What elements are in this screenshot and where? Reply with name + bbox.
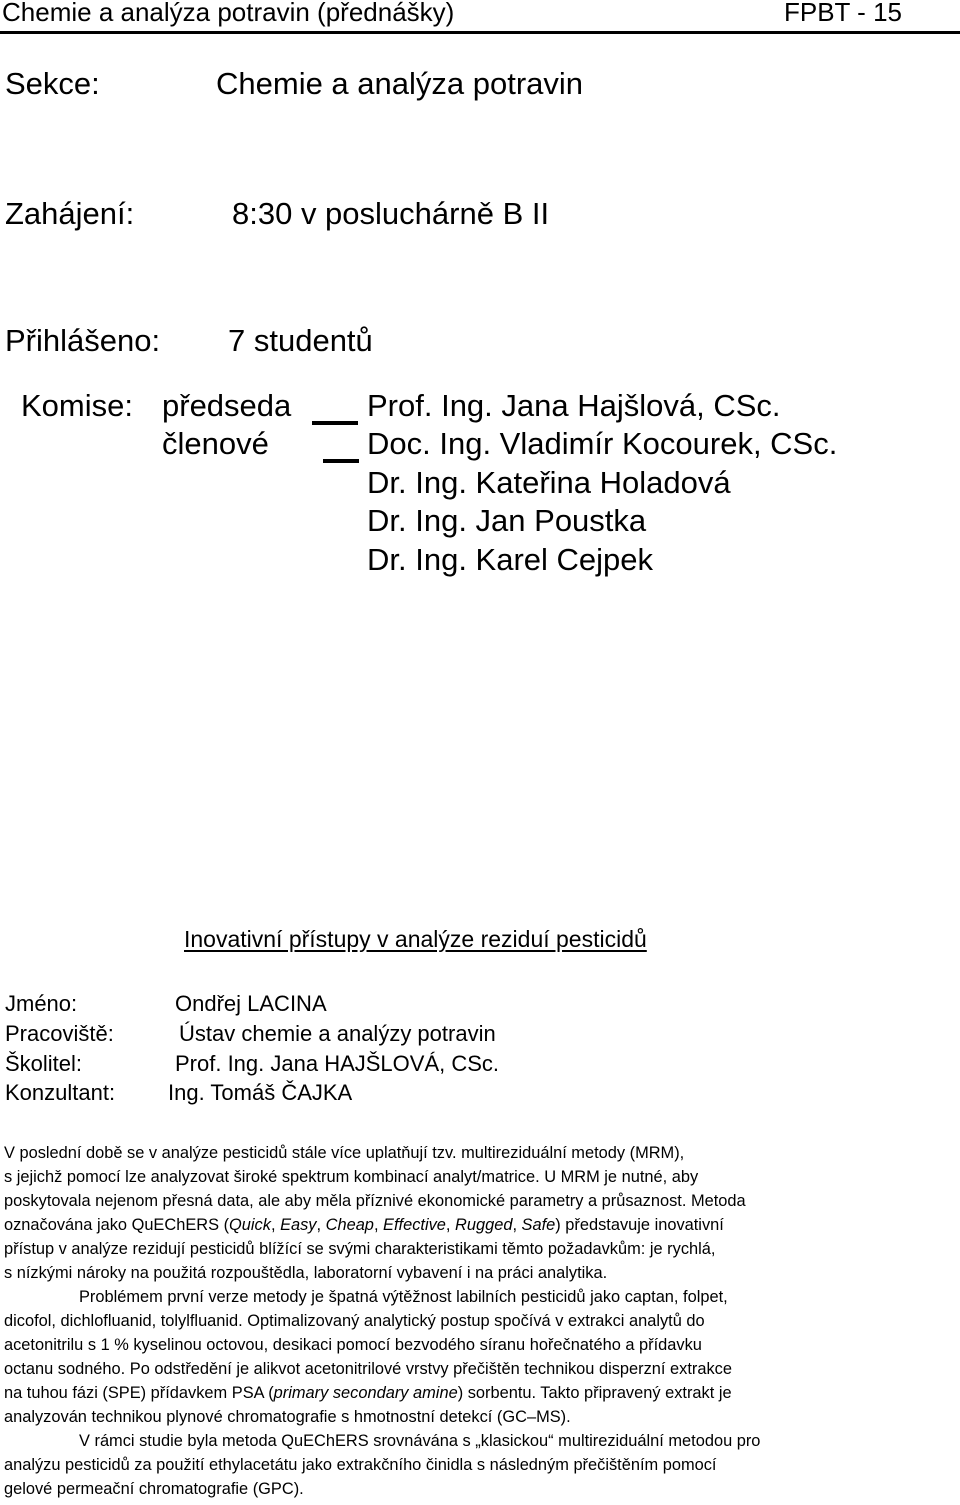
- members-dash: [323, 459, 359, 463]
- header-code: FPBT - 15: [783, 0, 902, 27]
- abstract-paragraph-1: [4, 1141, 958, 1285]
- name-value: Ondřej LACINA: [175, 991, 327, 1016]
- text-line: [4, 1381, 958, 1405]
- text-run: označována jako QuEChERS (: [4, 1216, 230, 1234]
- text-run: Problémem první verze metody je špatná výtěžnost labilních pesticidů jako captan, folpet,: [79, 1288, 728, 1306]
- italic-term: Easy: [280, 1216, 317, 1234]
- start-value: 8:30 v posluchárně B II: [232, 196, 550, 231]
- text-run: ,: [445, 1216, 456, 1234]
- text-line: dicofol, dichlofluanid, tolylfluanid. Optimalizovaný analytický postup spočívá v extrakci analytů do: [4, 1312, 705, 1330]
- text-run: na tuhou fázi (SPE) přídavkem PSA (: [4, 1384, 274, 1402]
- text-line: s nízkými nároky na použitá rozpouštědla, laboratorní vybavení i na práci analytika.: [4, 1264, 608, 1282]
- header-divider: [0, 31, 960, 34]
- italic-term: primary secondary amine: [273, 1384, 458, 1402]
- text-run: ,: [512, 1216, 522, 1234]
- italic-term: Quick: [229, 1216, 271, 1234]
- start-label: Zahájení:: [5, 196, 135, 231]
- text-run: ,: [373, 1216, 384, 1234]
- workplace-label: Pracoviště:: [5, 1021, 114, 1046]
- supervisor-value: Prof. Ing. Jana HAJŠLOVÁ, CSc.: [175, 1051, 500, 1076]
- text-run: V rámci studie byla metoda QuEChERS srovnávána s „klasickou“ multireziduální metodou pro: [79, 1432, 761, 1450]
- committee-chair-label: předseda: [162, 388, 292, 423]
- supervisor-label: Školitel:: [5, 1051, 83, 1076]
- italic-term: Safe: [521, 1216, 556, 1234]
- committee-chair-name: Prof. Ing. Jana Hajšlová, CSc.: [367, 388, 781, 423]
- registered-value: 7 studentů: [228, 323, 373, 358]
- text-run: ) sorbentu. Takto připravený extrakt je: [457, 1384, 732, 1402]
- italic-term: Cheap: [325, 1216, 374, 1234]
- abstract-paragraph-3: [4, 1429, 958, 1501]
- text-line: poskytovala nejenom přesná data, ale aby měla příznivé ekonomické parametry a průsaznost. Metoda: [4, 1192, 746, 1210]
- text-line: analýzu pesticidů za použití ethylacetátu jako extrakčního činidla s následným přečištěním pomocí: [4, 1456, 717, 1474]
- text-line: přístup v analýze rezidují pesticidů blížící se svými charakteristikami těmto požadavkům: je rychlá,: [4, 1240, 716, 1258]
- section-label: Sekce:: [5, 66, 100, 101]
- text-run: ) představuje inovativní: [555, 1216, 724, 1234]
- text-run: ,: [316, 1216, 326, 1234]
- committee-member: Dr. Ing. Jan Poustka: [367, 503, 647, 538]
- committee-member: Dr. Ing. Kateřina Holadová: [367, 465, 731, 500]
- committee-members-label: členové: [162, 426, 269, 461]
- section-value: Chemie a analýza potravin: [216, 66, 584, 101]
- text-line: octanu sodného. Po odstředění je alikvot acetonitrilové vrstvy přečištěn technikou disperzní extrakce: [4, 1360, 732, 1378]
- text-line: s jejichž pomocí lze analyzovat široké spektrum kombinací analyt/matrice. U MRM je nutné, aby: [4, 1168, 699, 1186]
- consultant-label: Konzultant:: [5, 1080, 116, 1105]
- italic-term: Effective: [383, 1216, 446, 1234]
- text-line: acetonitrilu s 1 % kyselinou octovou, desikaci pomocí bezvodého síranu hořečnatého a přídavku: [4, 1336, 702, 1354]
- committee-label: Komise:: [21, 388, 133, 423]
- chair-dash: [312, 421, 358, 425]
- name-label: Jméno:: [5, 991, 78, 1016]
- workplace-value: Ústav chemie a analýzy potravin: [179, 1021, 496, 1046]
- italic-term: Rugged: [455, 1216, 513, 1234]
- thesis-title: Inovativní přístupy v analýze reziduí pesticidů: [184, 926, 647, 952]
- text-line: [4, 1213, 958, 1237]
- committee-member: Dr. Ing. Karel Cejpek: [367, 542, 654, 577]
- text-line: analyzován technikou plynové chromatografie s hmotnostní detekcí (GC–MS).: [4, 1408, 571, 1426]
- text-line: V poslední době se v analýze pesticidů stále více uplatňují tzv. multireziduální metody (MRM),: [4, 1144, 685, 1162]
- text-line: [4, 1285, 958, 1309]
- text-line: [4, 1429, 958, 1453]
- text-line: gelové permeační chromatografie (GPC).: [4, 1480, 304, 1498]
- consultant-value: Ing. Tomáš ČAJKA: [168, 1080, 353, 1105]
- committee-member: Doc. Ing. Vladimír Kocourek, CSc.: [367, 426, 838, 461]
- header-course: Chemie a analýza potravin (přednášky): [2, 0, 455, 27]
- text-run: ,: [270, 1216, 281, 1234]
- registered-label: Přihlášeno:: [5, 323, 161, 358]
- abstract-paragraph-2: [4, 1285, 958, 1429]
